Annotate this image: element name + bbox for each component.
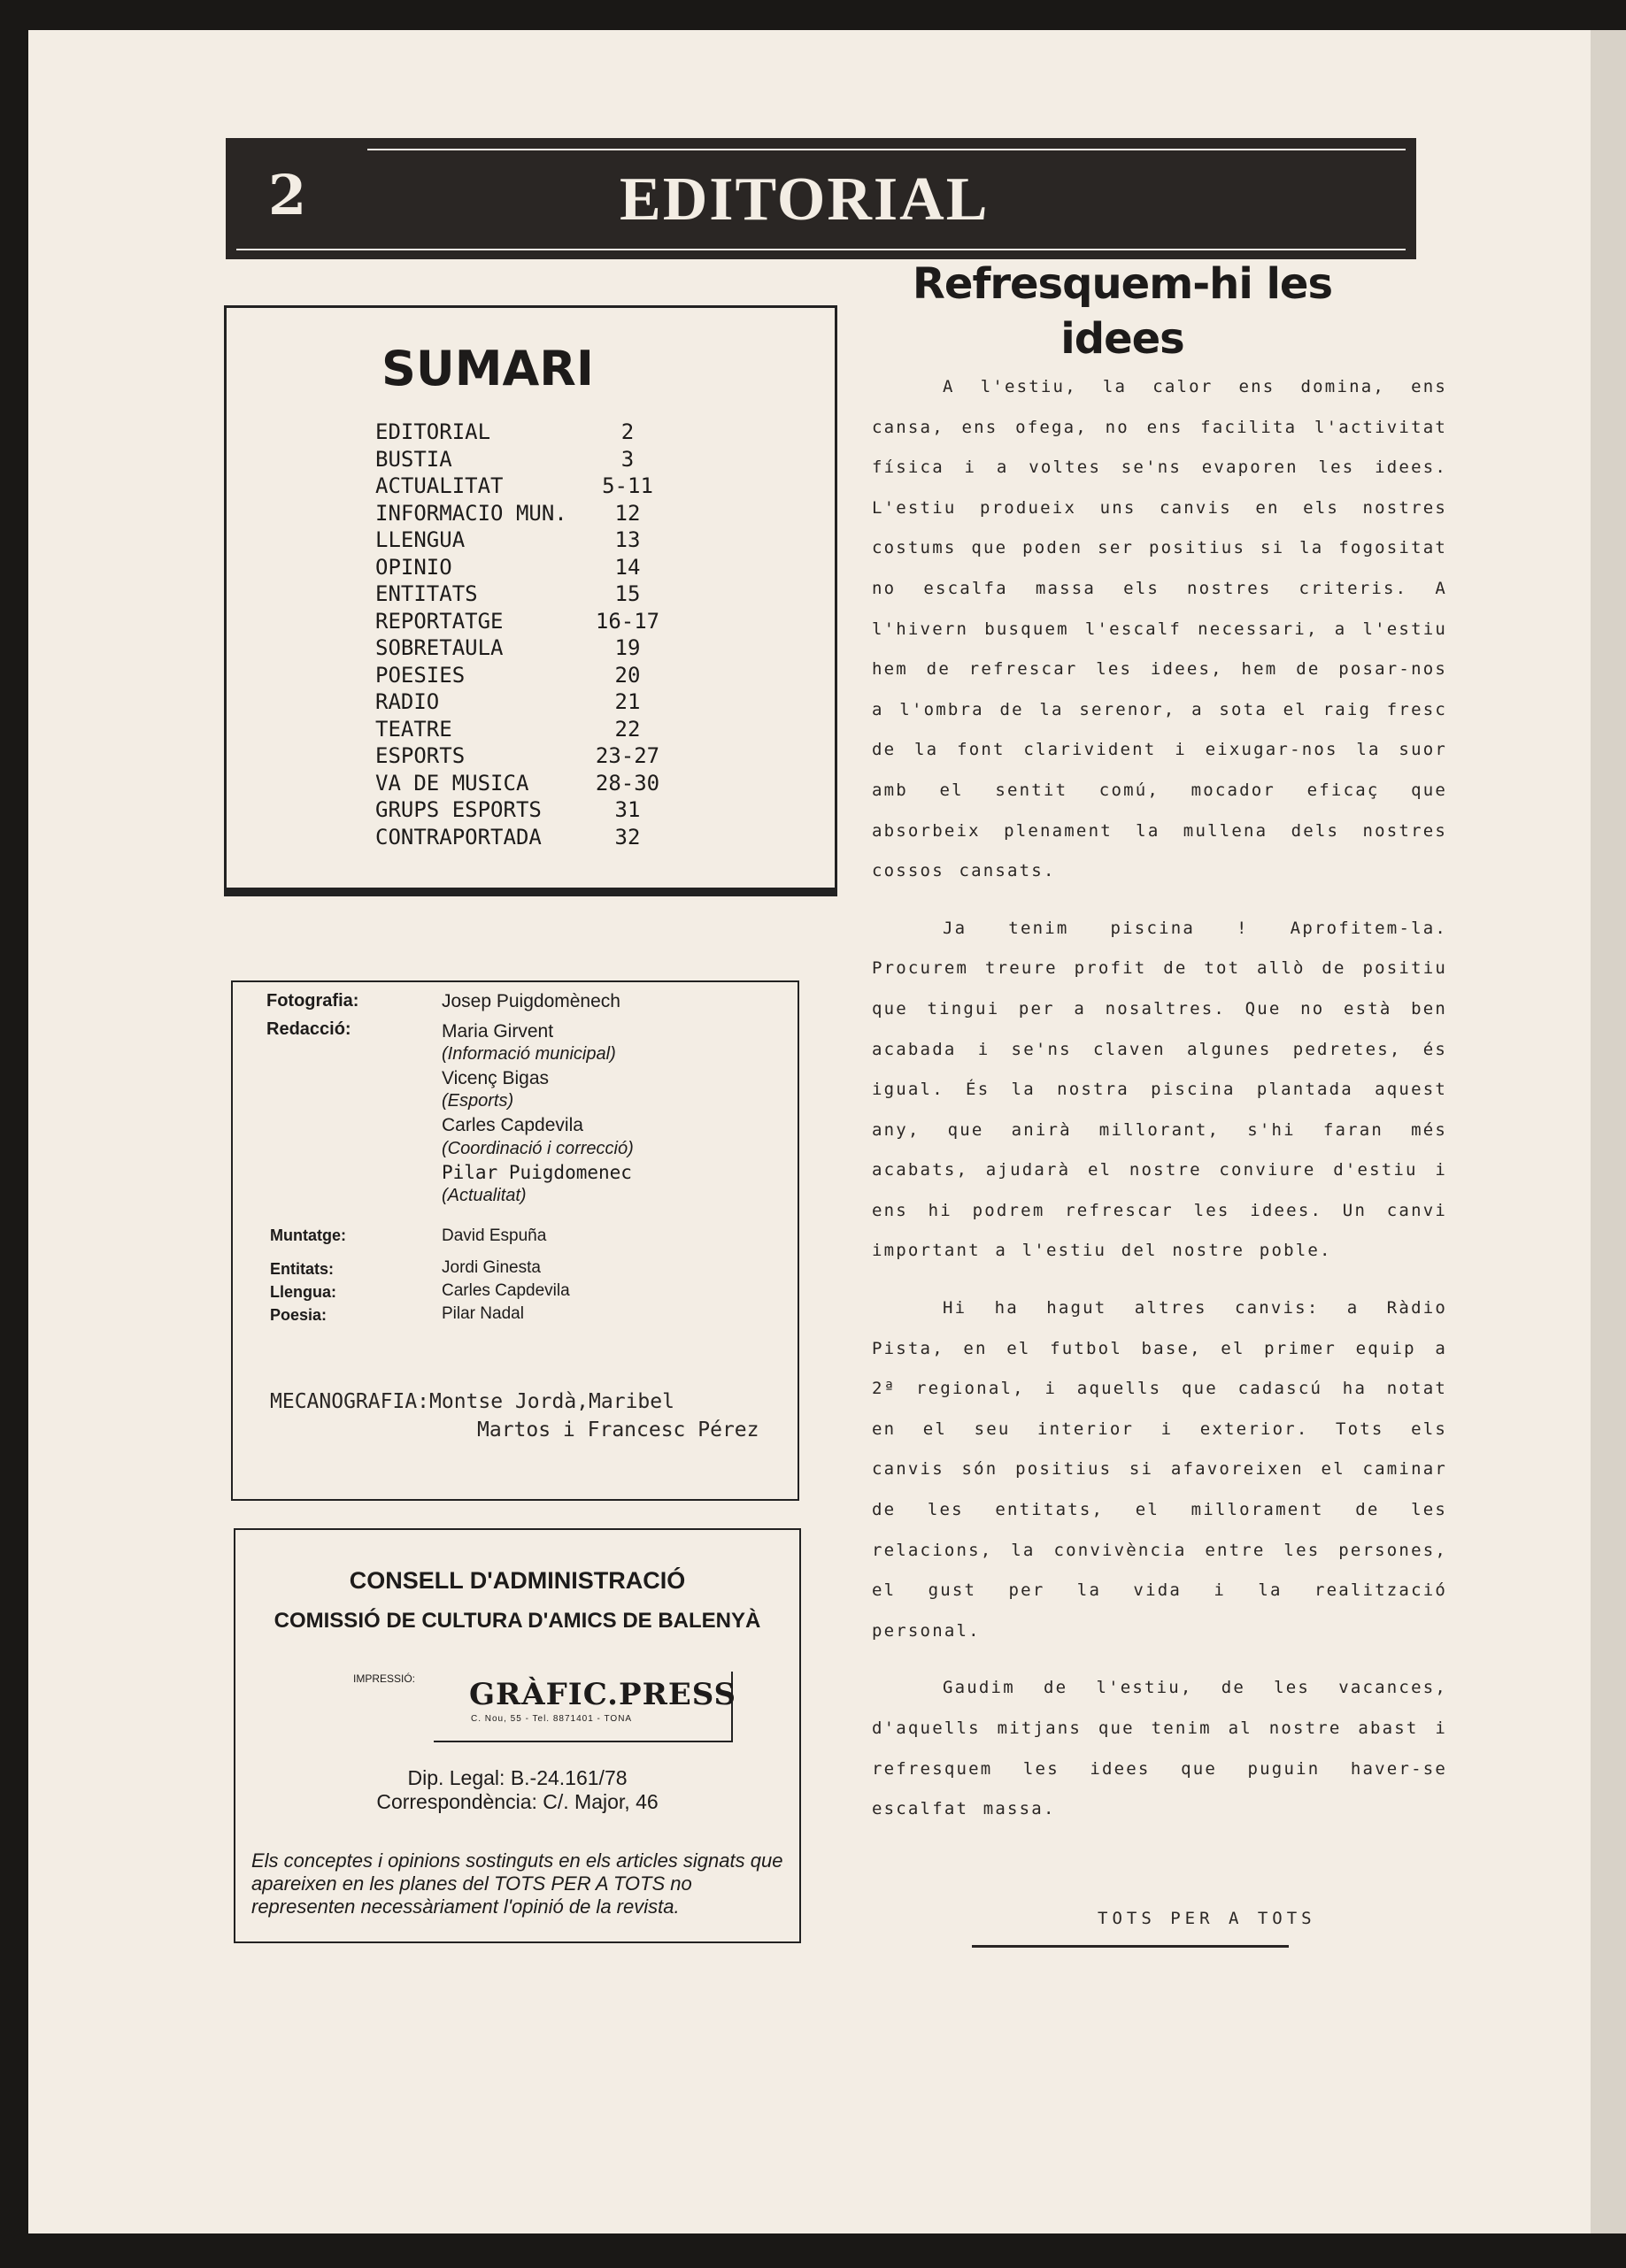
toc-item: ESPORTS 23-27 xyxy=(375,743,660,768)
toc-item: INFORMACIO MUN. 12 xyxy=(375,500,641,526)
publisher-box xyxy=(234,1528,801,1943)
printing-label: IMPRESSIÓ: xyxy=(353,1672,416,1685)
printer-name: GRÀFIC.PRESS xyxy=(469,1677,737,1712)
legal-deposit: Dip. Legal: B.-24.161/78 xyxy=(407,1766,628,1789)
credit-label: Muntatge: xyxy=(270,1226,346,1244)
header-rule-top xyxy=(367,149,1406,150)
toc-item: SOBRETAULA 19 xyxy=(375,635,641,660)
printer-address: C. Nou, 55 - Tel. 8871401 - TONA xyxy=(471,1714,633,1724)
section-title: EDITORIAL xyxy=(620,165,990,234)
toc-list xyxy=(375,419,663,850)
disclaimer: Els conceptes i opinions sostinguts en els articles signats que apareixen en les planes del TOTS PER A TOTS no representen necessàriament l'opinió de la revista. xyxy=(251,1849,783,1918)
section-header xyxy=(226,138,1416,259)
credit-role: (Esports) xyxy=(442,1091,514,1111)
credit-label: Fotografia: xyxy=(266,991,359,1011)
toc-item: CONTRAPORTADA 32 xyxy=(375,824,641,850)
credit-value: Carles Capdevila xyxy=(442,1281,570,1300)
credit-label: Entitats: xyxy=(270,1260,334,1278)
table-of-contents xyxy=(224,305,837,896)
toc-item: ACTUALITAT 5-11 xyxy=(375,473,653,498)
article-paragraph: Hi ha hagut altres canvis: a Ràdio Pista, en el futbol base, el primer equip a 2ª regional, i aquells que cadascú ha notat en el seu interior i exterior. Tots els canvis són positius si afavoreixen el caminar de les entitats, el millorament de les relacions, la convivència entre les persones, el gust per la vida i la realització personal. xyxy=(872,1298,1447,1641)
legal-info xyxy=(235,1766,799,1814)
toc-item: ENTITATS 15 xyxy=(375,581,641,606)
page-number: 2 xyxy=(268,163,307,227)
toc-item: REPORTATGE 16-17 xyxy=(375,608,660,634)
credit-role: (Informació municipal) xyxy=(442,1044,616,1064)
credit-label: Poesia: xyxy=(270,1306,328,1324)
typing-line: MECANOGRAFIA:Montse Jordà,Maribel xyxy=(270,1390,674,1413)
toc-title: SUMARI xyxy=(381,341,594,396)
credit-value: Maria Girvent xyxy=(442,1021,554,1042)
toc-item: RADIO 21 xyxy=(375,689,641,714)
credits-box xyxy=(231,980,799,1501)
toc-item: TEATRE 22 xyxy=(375,716,641,742)
typing-line: Martos i Francesc Pérez xyxy=(477,1418,759,1442)
next-page-edge xyxy=(1591,30,1626,2233)
correspondence-address: Correspondència: C/. Major, 46 xyxy=(376,1790,659,1813)
credit-value: Jordi Ginesta xyxy=(442,1258,541,1277)
article-paragraph: A l'estiu, la calor ens domina, ens cansa, ens ofega, no ens facilita l'activitat física i a voltes se'ns evaporen les idees. L'estiu produeix uns canvis en els nostres costums que poden ser positius si la fogositat no escalfa massa els nostres criteris. A l'hivern busquem l'escalf necessari, a l'estiu hem de refrescar les idees, hem de posar-nos a l'ombra de la serenor, a sota el raig fresc de la font clarivident i eixugar-nos la suor amb el sentit comú, mocador eficaç que absorbeix plenament la mullena dels nostres cossos cansats. xyxy=(872,377,1447,881)
article-body xyxy=(872,367,1447,1847)
credit-role: (Coordinació i correcció) xyxy=(442,1139,634,1158)
credit-value: Pilar Nadal xyxy=(442,1304,524,1323)
toc-item: GRUPS ESPORTS 31 xyxy=(375,797,641,822)
toc-item: POESIES 20 xyxy=(375,662,641,688)
signature-rule xyxy=(972,1945,1289,1948)
typing-credits xyxy=(270,1388,759,1444)
article-signature: TOTS PER A TOTS xyxy=(1098,1909,1316,1928)
credit-label: Redacció: xyxy=(266,1019,351,1039)
printer-logo xyxy=(434,1672,737,1742)
header-rule-bottom xyxy=(236,249,1406,250)
credit-value: Vicenç Bigas xyxy=(442,1068,550,1088)
toc-item: OPINIO 14 xyxy=(375,554,641,580)
article-paragraph: Gaudim de l'estiu, de les vacances, d'aquells mitjans que tenim al nostre abast i refresquem les idees que puguin haver-se escalfat massa. xyxy=(872,1678,1447,1819)
credit-value: Pilar Puigdomenec xyxy=(442,1162,632,1183)
article-title: Refresquem-hi les idees xyxy=(912,259,1333,364)
toc-item: BUSTIA 3 xyxy=(375,446,635,472)
credit-label: Llengua: xyxy=(270,1283,336,1301)
article-paragraph: Ja tenim piscina ! Aprofitem-la. Procurem treure profit de tot allò de positiu que tingui per a nosaltres. Que no està ben acabada i se'ns claven algunes pedretes, és igual. És la nostra piscina plantada aquest any, que anirà millorant, s'hi faran més acabats, ajudarà el nostre conviure d'estiu i ens hi podrem refrescar les idees. Un canvi important a l'estiu del nostre poble. xyxy=(872,918,1447,1261)
credit-role: (Actualitat) xyxy=(442,1186,527,1205)
toc-item: VA DE MUSICA 28-30 xyxy=(375,770,660,796)
credit-value: Carles Capdevila xyxy=(442,1115,583,1135)
publisher-title: CONSELL D'ADMINISTRACIÓ xyxy=(349,1567,686,1594)
publisher-subtitle: COMISSIÓ DE CULTURA D'AMICS DE BALENYÀ xyxy=(274,1609,761,1633)
toc-item: EDITORIAL 2 xyxy=(375,419,635,444)
credit-value: David Espuña xyxy=(442,1226,547,1245)
credit-value: Josep Puigdomènech xyxy=(442,991,620,1011)
toc-item: LLENGUA 13 xyxy=(375,527,641,552)
